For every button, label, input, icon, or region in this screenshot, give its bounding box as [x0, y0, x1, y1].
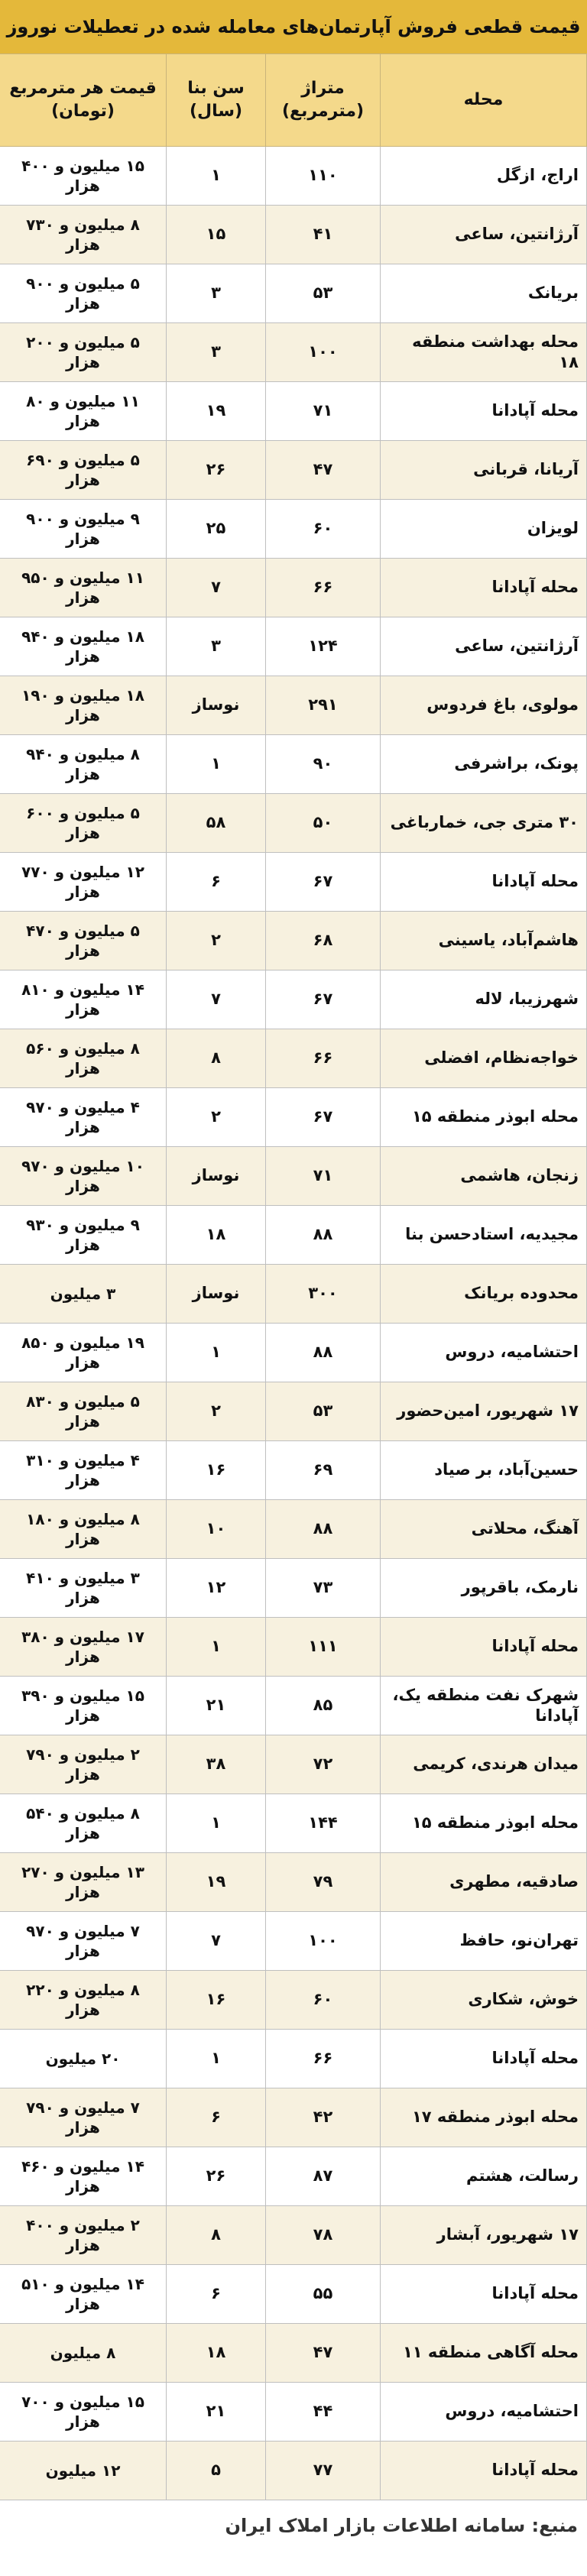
- area-cell: ۴۱: [266, 206, 381, 264]
- neighborhood-cell: محله ابوذر منطقه ۱۵: [381, 1794, 587, 1853]
- price-cell: ۸ میلیون و ۵۴۰ هزار: [0, 1794, 167, 1853]
- neighborhood-cell: محله آپادانا: [381, 2442, 587, 2500]
- table-row: [0, 2324, 587, 2383]
- table-row: [0, 1029, 587, 1088]
- neighborhood-cell: لویزان: [381, 500, 587, 559]
- area-cell: ۵۵: [266, 2265, 381, 2324]
- neighborhood-cell: خواجه‌نظام، افضلی: [381, 1029, 587, 1088]
- area-cell: ۴۲: [266, 2088, 381, 2147]
- table-row: [0, 1618, 587, 1677]
- area-cell: ۷۸: [266, 2206, 381, 2265]
- building-age-cell: ۱۶: [167, 1971, 266, 2030]
- neighborhood-cell: صادقیه، مطهری: [381, 1853, 587, 1912]
- neighborhood-cell: محله ابوذر منطقه ۱۷: [381, 2088, 587, 2147]
- building-age-cell: ۳۸: [167, 1735, 266, 1794]
- price-cell: ۱۵ میلیون و ۷۰۰ هزار: [0, 2383, 167, 2442]
- neighborhood-cell: نارمک، باقرپور: [381, 1559, 587, 1618]
- price-cell: ۸ میلیون و ۵۶۰ هزار: [0, 1029, 167, 1088]
- table-row: [0, 2265, 587, 2324]
- neighborhood-cell: محله آپادانا: [381, 1618, 587, 1677]
- neighborhood-cell: حسین‌آباد، بر صیاد: [381, 1441, 587, 1500]
- area-cell: ۶۶: [266, 559, 381, 617]
- building-age-cell: ۷: [167, 559, 266, 617]
- table-row: [0, 2030, 587, 2088]
- header-area: متراژ (مترمربع): [266, 54, 381, 147]
- building-age-cell: ۱۲: [167, 1559, 266, 1618]
- price-cell: ۵ میلیون و ۲۰۰ هزار: [0, 323, 167, 382]
- price-cell: ۸ میلیون: [0, 2324, 167, 2383]
- building-age-cell: ۱۸: [167, 1206, 266, 1265]
- price-cell: ۱۳ میلیون و ۲۷۰ هزار: [0, 1853, 167, 1912]
- header-neighborhood: محله: [381, 54, 587, 147]
- neighborhood-cell: احتشامیه، دروس: [381, 2383, 587, 2442]
- neighborhood-cell: مجیدیه، استادحسن بنا: [381, 1206, 587, 1265]
- neighborhood-cell: محله آپادانا: [381, 382, 587, 441]
- table-row: [0, 1382, 587, 1441]
- price-cell: ۸ میلیون و ۱۸۰ هزار: [0, 1500, 167, 1559]
- neighborhood-cell: ۱۷ شهریور، آبشار: [381, 2206, 587, 2265]
- table-row: [0, 676, 587, 735]
- building-age-cell: ۱: [167, 2030, 266, 2088]
- neighborhood-cell: محله بهداشت منطقه ۱۸: [381, 323, 587, 382]
- building-age-cell: ۱۵: [167, 206, 266, 264]
- neighborhood-cell: محله آپادانا: [381, 853, 587, 912]
- table-row: [0, 206, 587, 264]
- table-row: [0, 912, 587, 970]
- neighborhood-cell: آرژانتین، ساعی: [381, 206, 587, 264]
- price-cell: ۲ میلیون و ۴۰۰ هزار: [0, 2206, 167, 2265]
- price-cell: ۱۴ میلیون و ۵۱۰ هزار: [0, 2265, 167, 2324]
- building-age-cell: نوساز: [167, 1147, 266, 1206]
- table-row: [0, 559, 587, 617]
- neighborhood-cell: زنجان، هاشمی: [381, 1147, 587, 1206]
- table-row: [0, 1500, 587, 1559]
- table-row: [0, 1853, 587, 1912]
- price-cell: ۱۵ میلیون و ۴۰۰ هزار: [0, 147, 167, 206]
- price-cell: ۱۴ میلیون و ۸۱۰ هزار: [0, 970, 167, 1029]
- table-row: [0, 500, 587, 559]
- price-cell: ۹ میلیون و ۹۰۰ هزار: [0, 500, 167, 559]
- building-age-cell: ۶: [167, 2265, 266, 2324]
- neighborhood-cell: ۳۰ متری جی، خمارباغی: [381, 794, 587, 853]
- building-age-cell: ۸: [167, 1029, 266, 1088]
- table-row: [0, 1735, 587, 1794]
- building-age-cell: ۱۹: [167, 1853, 266, 1912]
- building-age-cell: ۲: [167, 912, 266, 970]
- building-age-cell: ۶: [167, 853, 266, 912]
- price-cell: ۱۸ میلیون و ۹۴۰ هزار: [0, 617, 167, 676]
- table-row: [0, 1206, 587, 1265]
- table-row: [0, 794, 587, 853]
- building-age-cell: ۲۱: [167, 2383, 266, 2442]
- price-cell: ۸ میلیون و ۹۴۰ هزار: [0, 735, 167, 794]
- price-cell: ۱۵ میلیون و ۳۹۰ هزار: [0, 1677, 167, 1735]
- building-age-cell: ۱۸: [167, 2324, 266, 2383]
- building-age-cell: ۲۵: [167, 500, 266, 559]
- area-cell: ۸۷: [266, 2147, 381, 2206]
- price-cell: ۵ میلیون و ۴۷۰ هزار: [0, 912, 167, 970]
- area-cell: ۶۷: [266, 1088, 381, 1147]
- building-age-cell: ۲: [167, 1088, 266, 1147]
- price-cell: ۱۲ میلیون: [0, 2442, 167, 2500]
- neighborhood-cell: میدان هرندی، کریمی: [381, 1735, 587, 1794]
- area-cell: ۵۳: [266, 264, 381, 323]
- building-age-cell: ۳: [167, 323, 266, 382]
- area-cell: ۱۴۴: [266, 1794, 381, 1853]
- area-cell: ۶۰: [266, 1971, 381, 2030]
- area-cell: ۸۸: [266, 1206, 381, 1265]
- price-cell: ۲۰ میلیون: [0, 2030, 167, 2088]
- area-cell: ۶۶: [266, 2030, 381, 2088]
- neighborhood-cell: محله آپادانا: [381, 2030, 587, 2088]
- neighborhood-cell: بریانک: [381, 264, 587, 323]
- building-age-cell: ۸: [167, 2206, 266, 2265]
- building-age-cell: ۱۶: [167, 1441, 266, 1500]
- price-cell: ۵ میلیون و ۶۹۰ هزار: [0, 441, 167, 500]
- neighborhood-cell: آریانا، قربانی: [381, 441, 587, 500]
- area-cell: ۷۲: [266, 1735, 381, 1794]
- area-cell: ۶۹: [266, 1441, 381, 1500]
- area-cell: ۵۳: [266, 1382, 381, 1441]
- area-cell: ۷۷: [266, 2442, 381, 2500]
- neighborhood-cell: رسالت، هشتم: [381, 2147, 587, 2206]
- building-age-cell: ۲: [167, 1382, 266, 1441]
- price-cell: ۳ میلیون و ۴۱۰ هزار: [0, 1559, 167, 1618]
- table-row: [0, 617, 587, 676]
- neighborhood-cell: محله آگاهی منطقه ۱۱: [381, 2324, 587, 2383]
- price-table: [0, 53, 587, 2500]
- area-cell: ۷۱: [266, 1147, 381, 1206]
- price-cell: ۵ میلیون و ۸۳۰ هزار: [0, 1382, 167, 1441]
- area-cell: ۸۵: [266, 1677, 381, 1735]
- area-cell: ۹۰: [266, 735, 381, 794]
- area-cell: ۴۴: [266, 2383, 381, 2442]
- area-cell: ۱۰۰: [266, 323, 381, 382]
- area-cell: ۵۰: [266, 794, 381, 853]
- price-cell: ۴ میلیون و ۹۷۰ هزار: [0, 1088, 167, 1147]
- price-cell: ۱۱ میلیون و ۸۰ هزار: [0, 382, 167, 441]
- price-cell: ۳ میلیون: [0, 1265, 167, 1324]
- price-cell: ۱۱ میلیون و ۹۵۰ هزار: [0, 559, 167, 617]
- neighborhood-cell: هاشم‌آباد، یاسینی: [381, 912, 587, 970]
- area-cell: ۱۰۰: [266, 1912, 381, 1971]
- table-row: [0, 264, 587, 323]
- header-price-per-meter: قیمت هر مترمربع (تومان): [0, 54, 167, 147]
- area-cell: ۶۸: [266, 912, 381, 970]
- building-age-cell: ۱: [167, 1794, 266, 1853]
- area-cell: ۶۰: [266, 500, 381, 559]
- table-row: [0, 1677, 587, 1735]
- area-cell: ۴۷: [266, 2324, 381, 2383]
- building-age-cell: ۱: [167, 147, 266, 206]
- table-row: [0, 441, 587, 500]
- neighborhood-cell: آهنگ، محلاتی: [381, 1500, 587, 1559]
- table-row: [0, 147, 587, 206]
- price-cell: ۱۰ میلیون و ۹۷۰ هزار: [0, 1147, 167, 1206]
- building-age-cell: ۶: [167, 2088, 266, 2147]
- area-cell: ۸۸: [266, 1324, 381, 1382]
- price-cell: ۲ میلیون و ۷۹۰ هزار: [0, 1735, 167, 1794]
- table-row: [0, 382, 587, 441]
- neighborhood-cell: پونک، براشرفی: [381, 735, 587, 794]
- price-cell: ۱۲ میلیون و ۷۷۰ هزار: [0, 853, 167, 912]
- area-cell: ۴۷: [266, 441, 381, 500]
- table-row: [0, 1088, 587, 1147]
- neighborhood-cell: آرژانتین، ساعی: [381, 617, 587, 676]
- building-age-cell: ۵۸: [167, 794, 266, 853]
- price-cell: ۵ میلیون و ۶۰۰ هزار: [0, 794, 167, 853]
- area-cell: ۱۱۱: [266, 1618, 381, 1677]
- building-age-cell: ۳: [167, 617, 266, 676]
- price-cell: ۷ میلیون و ۹۷۰ هزار: [0, 1912, 167, 1971]
- building-age-cell: ۷: [167, 970, 266, 1029]
- source-note: منبع: سامانه اطلاعات بازار املاک ایران: [225, 2515, 578, 2536]
- area-cell: ۳۰۰: [266, 1265, 381, 1324]
- price-cell: ۱۴ میلیون و ۴۶۰ هزار: [0, 2147, 167, 2206]
- price-cell: ۴ میلیون و ۳۱۰ هزار: [0, 1441, 167, 1500]
- building-age-cell: ۱۰: [167, 1500, 266, 1559]
- area-cell: ۱۲۴: [266, 617, 381, 676]
- table-row: [0, 2088, 587, 2147]
- table-row: [0, 323, 587, 382]
- building-age-cell: ۵: [167, 2442, 266, 2500]
- neighborhood-cell: محله ابوذر منطقه ۱۵: [381, 1088, 587, 1147]
- neighborhood-cell: اراج، ازگل: [381, 147, 587, 206]
- price-cell: ۱۸ میلیون و ۱۹۰ هزار: [0, 676, 167, 735]
- price-cell: ۹ میلیون و ۹۳۰ هزار: [0, 1206, 167, 1265]
- neighborhood-cell: تهران‌نو، حافظ: [381, 1912, 587, 1971]
- table-row: [0, 735, 587, 794]
- table-row: [0, 1971, 587, 2030]
- neighborhood-cell: مولوی، باغ فردوس: [381, 676, 587, 735]
- neighborhood-cell: شهرک نفت منطقه یک، آپادانا: [381, 1677, 587, 1735]
- table-row: [0, 853, 587, 912]
- building-age-cell: ۱: [167, 735, 266, 794]
- area-cell: ۷۹: [266, 1853, 381, 1912]
- area-cell: ۲۹۱: [266, 676, 381, 735]
- price-cell: ۱۷ میلیون و ۳۸۰ هزار: [0, 1618, 167, 1677]
- neighborhood-cell: شهرزیبا، لاله: [381, 970, 587, 1029]
- price-cell: ۷ میلیون و ۷۹۰ هزار: [0, 2088, 167, 2147]
- area-cell: ۷۳: [266, 1559, 381, 1618]
- area-cell: ۷۱: [266, 382, 381, 441]
- neighborhood-cell: احتشامیه، دروس: [381, 1324, 587, 1382]
- building-age-cell: ۱: [167, 1324, 266, 1382]
- building-age-cell: ۲۶: [167, 2147, 266, 2206]
- table-row: [0, 2442, 587, 2500]
- neighborhood-cell: محدوده بریانک: [381, 1265, 587, 1324]
- building-age-cell: ۳: [167, 264, 266, 323]
- building-age-cell: ۱۹: [167, 382, 266, 441]
- table-row: [0, 1324, 587, 1382]
- table-row: [0, 1147, 587, 1206]
- table-row: [0, 2383, 587, 2442]
- neighborhood-cell: محله آپادانا: [381, 559, 587, 617]
- area-cell: ۶۷: [266, 853, 381, 912]
- area-cell: ۶۷: [266, 970, 381, 1029]
- building-age-cell: ۲۶: [167, 441, 266, 500]
- area-cell: ۸۸: [266, 1500, 381, 1559]
- price-cell: ۱۹ میلیون و ۸۵۰ هزار: [0, 1324, 167, 1382]
- table-row: [0, 1265, 587, 1324]
- table-row: [0, 2147, 587, 2206]
- price-cell: ۸ میلیون و ۲۲۰ هزار: [0, 1971, 167, 2030]
- building-age-cell: نوساز: [167, 676, 266, 735]
- table-row: [0, 1559, 587, 1618]
- neighborhood-cell: ۱۷ شهریور، امین‌حضور: [381, 1382, 587, 1441]
- building-age-cell: ۱: [167, 1618, 266, 1677]
- table-row: [0, 1912, 587, 1971]
- table-row: [0, 1794, 587, 1853]
- neighborhood-cell: محله آپادانا: [381, 2265, 587, 2324]
- page-title: قیمت قطعی فروش آپارتمان‌های معامله شده در تعطیلات نوروز: [0, 0, 587, 53]
- price-cell: ۵ میلیون و ۹۰۰ هزار: [0, 264, 167, 323]
- table-row: [0, 1441, 587, 1500]
- area-cell: ۶۶: [266, 1029, 381, 1088]
- building-age-cell: ۲۱: [167, 1677, 266, 1735]
- building-age-cell: نوساز: [167, 1265, 266, 1324]
- building-age-cell: ۷: [167, 1912, 266, 1971]
- table-row: [0, 2206, 587, 2265]
- table-body: [0, 147, 587, 2500]
- header-building-age: سن بنا (سال): [167, 54, 266, 147]
- price-cell: ۸ میلیون و ۷۳۰ هزار: [0, 206, 167, 264]
- table-header-row: [0, 54, 587, 147]
- area-cell: ۱۱۰: [266, 147, 381, 206]
- table-row: [0, 970, 587, 1029]
- neighborhood-cell: خوش، شکاری: [381, 1971, 587, 2030]
